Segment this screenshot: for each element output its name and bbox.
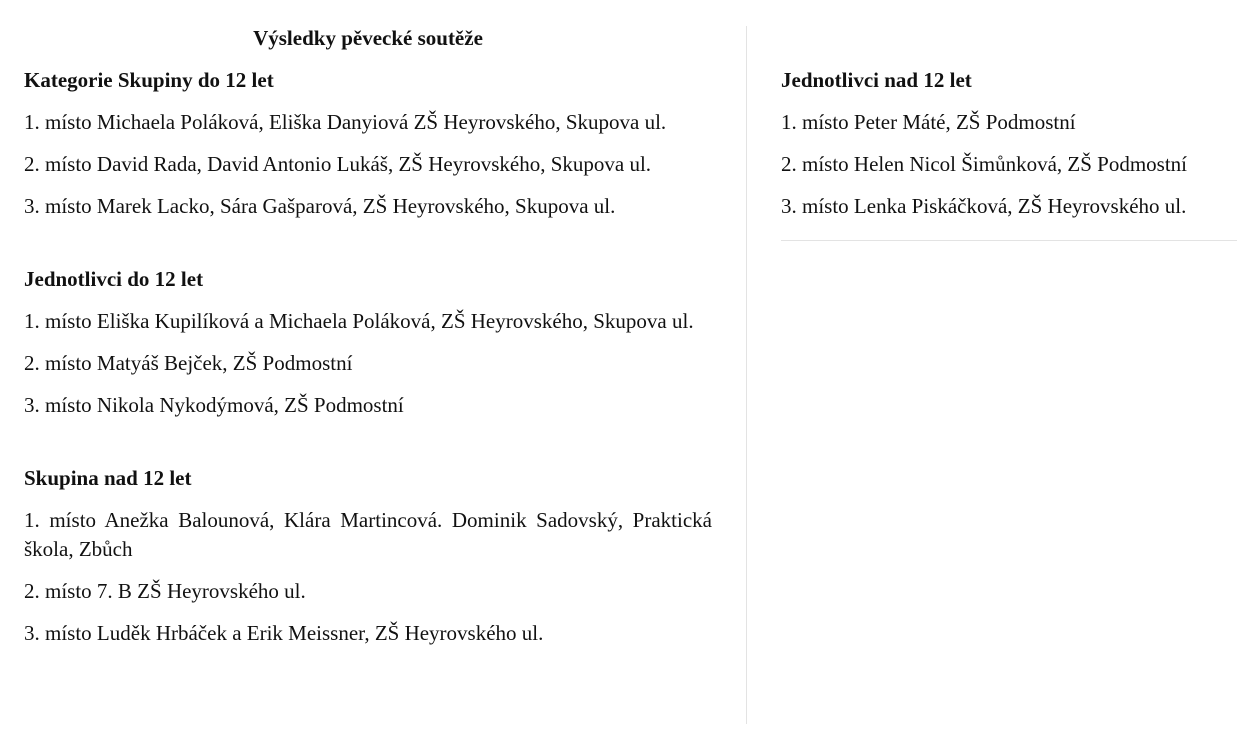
section-heading: Kategorie Skupiny do 12 let [24, 68, 274, 92]
second-place: 2. místo Matyáš Bejček, ZŠ Podmostní [24, 351, 353, 375]
first-place: 1. místo Anežka Balounová, Klára Martincová. Dominik Sadovský, Praktická škola, Zbůch [24, 508, 712, 561]
first-place: 1. místo Peter Máté, ZŠ Podmostní [781, 110, 1076, 134]
horizontal-rule [781, 240, 1237, 241]
section-individuals-over-12 [781, 66, 1237, 221]
section-heading: Jednotlivci nad 12 let [781, 68, 972, 92]
section-heading: Skupina nad 12 let [24, 466, 192, 490]
left-column [24, 66, 712, 692]
page-title: Výsledky pěvecké soutěže [253, 26, 483, 50]
column-divider [746, 26, 747, 724]
section-heading: Jednotlivci do 12 let [24, 267, 204, 291]
section-groups-under-12 [24, 66, 712, 221]
second-place: 2. místo David Rada, David Antonio Lukáš, ZŠ Heyrovského, Skupova ul. [24, 152, 652, 176]
second-place: 2. místo Helen Nicol Šimůnková, ZŠ Podmostní [781, 152, 1188, 176]
section-individuals-under-12 [24, 265, 712, 420]
third-place: 3. místo Luděk Hrbáček a Erik Meissner, ZŠ Heyrovského ul. [24, 621, 544, 645]
section-groups-over-12 [24, 464, 712, 648]
third-place: 3. místo Lenka Piskáčková, ZŠ Heyrovského ul. [781, 194, 1187, 218]
third-place: 3. místo Marek Lacko, Sára Gašparová, ZŠ Heyrovského, Skupova ul. [24, 194, 616, 218]
second-place: 2. místo 7. B ZŠ Heyrovského ul. [24, 579, 306, 603]
first-place: 1. místo Eliška Kupilíková a Michaela Poláková, ZŠ Heyrovského, Skupova ul. [24, 309, 694, 333]
third-place: 3. místo Nikola Nykodýmová, ZŠ Podmostní [24, 393, 404, 417]
right-column [781, 66, 1237, 265]
first-place: 1. místo Michaela Poláková, Eliška Danyiová ZŠ Heyrovského, Skupova ul. [24, 110, 667, 134]
